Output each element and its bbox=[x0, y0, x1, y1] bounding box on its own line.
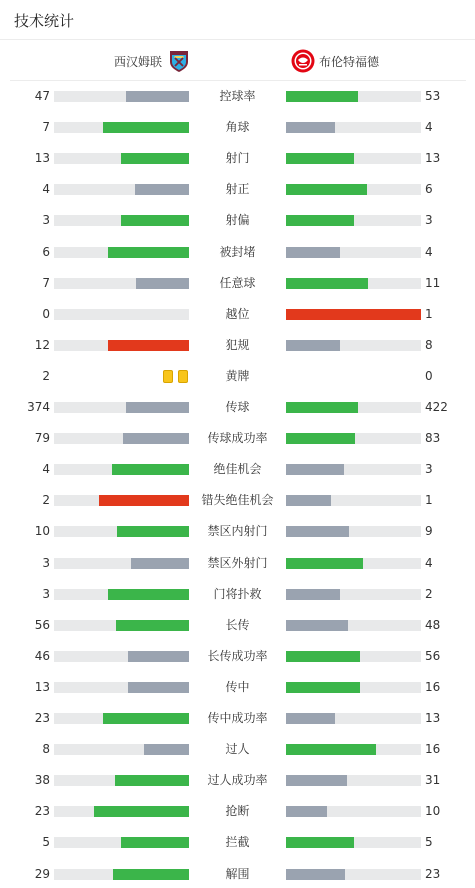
stat-label: 解围 bbox=[225, 866, 250, 881]
stat-row bbox=[0, 454, 475, 485]
home-stat-bar-fill bbox=[112, 464, 189, 475]
home-stat-bar bbox=[54, 869, 189, 880]
stat-label: 传球 bbox=[225, 400, 250, 414]
home-stat-bar bbox=[54, 247, 189, 258]
away-stat-value: 5 bbox=[425, 835, 433, 850]
home-stat-bar-fill bbox=[103, 713, 189, 724]
stat-label: 射偏 bbox=[225, 213, 250, 228]
stat-label: 禁区内射门 bbox=[207, 524, 268, 539]
stat-row bbox=[0, 641, 475, 672]
home-stat-bar bbox=[54, 153, 189, 164]
away-stat-value: 16 bbox=[425, 742, 441, 757]
home-stat-value: 5 bbox=[42, 835, 50, 850]
stat-row bbox=[0, 81, 475, 112]
away-stat-value: 10 bbox=[425, 804, 441, 819]
home-stat-bar-fill bbox=[128, 651, 189, 662]
stat-label: 抢断 bbox=[225, 804, 250, 819]
home-stat-bar bbox=[54, 713, 189, 724]
stat-label: 过人成功率 bbox=[207, 773, 268, 788]
away-team[interactable] bbox=[291, 49, 379, 73]
stat-label: 禁区外射门 bbox=[207, 555, 268, 570]
home-stat-bar bbox=[54, 91, 189, 102]
home-stat-bar-fill bbox=[108, 589, 189, 600]
home-stat-value: 46 bbox=[34, 648, 50, 663]
home-stat-value: 4 bbox=[42, 462, 50, 477]
home-stat-bar bbox=[54, 806, 189, 817]
home-stat-bar-fill bbox=[116, 620, 189, 631]
stat-label: 角球 bbox=[225, 120, 250, 135]
away-stat-bar-fill bbox=[286, 278, 368, 289]
stat-row bbox=[0, 237, 475, 268]
away-stat-bar-fill bbox=[286, 682, 360, 693]
away-stat-bar-fill bbox=[286, 91, 358, 102]
west-ham-crest-icon bbox=[167, 49, 191, 73]
away-stat-bar-fill bbox=[286, 309, 421, 320]
home-stat-value: 7 bbox=[42, 275, 50, 290]
away-stat-bar-fill bbox=[286, 651, 360, 662]
stat-label: 传中成功率 bbox=[207, 711, 268, 725]
home-stat-value: 13 bbox=[34, 151, 50, 166]
stat-label: 传中 bbox=[225, 679, 250, 694]
away-stat-value: 23 bbox=[425, 866, 441, 881]
away-stat-bar bbox=[286, 869, 421, 880]
away-stat-value: 9 bbox=[425, 524, 433, 539]
away-stat-bar bbox=[286, 309, 421, 320]
home-stat-bar-fill bbox=[136, 278, 189, 289]
away-stat-bar bbox=[286, 744, 421, 755]
away-stat-bar-fill bbox=[286, 464, 344, 475]
away-stat-bar-fill bbox=[286, 433, 355, 444]
away-stat-bar bbox=[286, 620, 421, 631]
stat-label: 绝佳机会 bbox=[213, 462, 262, 477]
home-stat-value: 374 bbox=[27, 400, 50, 414]
home-stat-bar bbox=[54, 744, 189, 755]
away-stat-bar-fill bbox=[286, 184, 367, 195]
brentford-crest-icon bbox=[291, 49, 315, 73]
home-stat-bar-fill bbox=[121, 153, 189, 164]
home-stat-value: 56 bbox=[34, 617, 50, 632]
away-stat-bar-fill bbox=[286, 744, 376, 755]
away-stat-bar-fill bbox=[286, 402, 358, 413]
away-stat-bar-fill bbox=[286, 495, 331, 506]
away-stat-bar bbox=[286, 184, 421, 195]
home-stat-value: 3 bbox=[42, 213, 50, 228]
home-stat-bar-fill bbox=[126, 91, 189, 102]
away-stat-value: 11 bbox=[425, 275, 441, 290]
away-stat-bar bbox=[286, 558, 421, 569]
away-stat-bar-fill bbox=[286, 215, 354, 226]
home-stat-value: 2 bbox=[42, 368, 50, 383]
home-stat-bar bbox=[54, 526, 189, 537]
away-stat-value: 1 bbox=[425, 306, 433, 321]
stat-row bbox=[0, 672, 475, 703]
home-stat-bar-fill bbox=[103, 122, 189, 133]
home-team-name: 西汉姆联 bbox=[114, 54, 163, 69]
away-stat-value: 13 bbox=[425, 151, 441, 166]
away-stat-value: 4 bbox=[425, 120, 433, 135]
home-stat-bar bbox=[54, 184, 189, 195]
stat-label: 门将扑救 bbox=[213, 586, 262, 601]
away-stat-bar bbox=[286, 806, 421, 817]
away-stat-bar bbox=[286, 682, 421, 693]
home-stat-value: 6 bbox=[42, 244, 50, 259]
away-stat-value: 6 bbox=[425, 182, 433, 197]
home-team[interactable] bbox=[114, 49, 191, 73]
home-stat-value: 3 bbox=[42, 555, 50, 570]
away-stat-bar bbox=[286, 526, 421, 537]
away-stat-bar bbox=[286, 402, 421, 413]
away-stat-bar bbox=[286, 713, 421, 724]
stat-row bbox=[0, 361, 475, 392]
away-stat-bar-fill bbox=[286, 526, 349, 537]
home-stat-value: 10 bbox=[34, 524, 50, 539]
away-stat-bar-fill bbox=[286, 806, 327, 817]
team-header bbox=[10, 41, 466, 81]
home-stat-value: 23 bbox=[34, 804, 50, 819]
stat-row bbox=[0, 485, 475, 516]
away-stat-bar bbox=[286, 837, 421, 848]
stat-row bbox=[0, 703, 475, 734]
stat-label: 过人 bbox=[225, 742, 250, 757]
page-header bbox=[0, 0, 475, 40]
stat-row bbox=[0, 268, 475, 299]
away-stat-value: 53 bbox=[425, 89, 441, 103]
home-stat-value: 4 bbox=[42, 182, 50, 197]
home-stat-value: 8 bbox=[42, 742, 50, 757]
home-yellow-cards bbox=[163, 370, 189, 383]
home-stat-bar-fill bbox=[99, 495, 189, 506]
away-stat-bar bbox=[286, 495, 421, 506]
home-stat-bar bbox=[54, 682, 189, 693]
away-stat-value: 2 bbox=[425, 586, 433, 601]
away-stat-value: 83 bbox=[425, 431, 441, 446]
home-stat-bar-fill bbox=[108, 340, 189, 351]
stat-label: 被封堵 bbox=[219, 244, 256, 259]
away-stat-bar-fill bbox=[286, 775, 347, 786]
home-stat-value: 29 bbox=[34, 866, 50, 881]
away-stat-bar bbox=[286, 278, 421, 289]
away-stat-bar-fill bbox=[286, 713, 335, 724]
home-stat-bar-fill bbox=[108, 247, 189, 258]
away-stat-bar bbox=[286, 215, 421, 226]
away-stat-bar-fill bbox=[286, 558, 363, 569]
away-stat-bar bbox=[286, 589, 421, 600]
away-stat-bar bbox=[286, 775, 421, 786]
away-stat-value: 0 bbox=[425, 368, 433, 383]
stat-label: 错失绝佳机会 bbox=[201, 493, 274, 508]
away-stat-value: 56 bbox=[425, 648, 441, 663]
home-stat-bar-fill bbox=[94, 806, 189, 817]
home-stat-value: 23 bbox=[34, 711, 50, 725]
home-stat-value: 2 bbox=[42, 493, 50, 508]
home-stat-bar-fill bbox=[144, 744, 189, 755]
home-stat-bar-fill bbox=[131, 558, 189, 569]
away-stat-bar bbox=[286, 340, 421, 351]
stat-label: 控球率 bbox=[219, 89, 256, 103]
stat-label: 射门 bbox=[225, 151, 250, 166]
yellow-card-icon bbox=[163, 370, 173, 383]
stat-row bbox=[0, 827, 475, 858]
home-stat-bar bbox=[54, 278, 189, 289]
away-stat-bar bbox=[286, 433, 421, 444]
home-stat-bar bbox=[54, 589, 189, 600]
stat-row bbox=[0, 205, 475, 236]
home-stat-bar bbox=[54, 651, 189, 662]
away-stat-bar-fill bbox=[286, 340, 340, 351]
away-stat-value: 13 bbox=[425, 711, 441, 725]
home-stat-bar-fill bbox=[113, 869, 189, 880]
stat-row bbox=[0, 330, 475, 361]
home-stat-bar bbox=[54, 433, 189, 444]
away-stat-value: 1 bbox=[425, 493, 433, 508]
stat-label: 长传成功率 bbox=[207, 648, 268, 663]
home-stat-value: 79 bbox=[34, 431, 50, 446]
away-stat-bar bbox=[286, 651, 421, 662]
stat-label: 任意球 bbox=[219, 275, 256, 290]
away-stat-value: 4 bbox=[425, 244, 433, 259]
page-title: 技术统计 bbox=[14, 12, 75, 30]
away-stat-bar bbox=[286, 122, 421, 133]
home-stat-value: 12 bbox=[34, 337, 50, 352]
away-stat-bar bbox=[286, 464, 421, 475]
away-stat-bar-fill bbox=[286, 620, 348, 631]
stat-row bbox=[0, 765, 475, 796]
stat-row bbox=[0, 423, 475, 454]
away-stat-bar-fill bbox=[286, 869, 345, 880]
stat-row bbox=[0, 174, 475, 205]
away-stat-value: 48 bbox=[425, 617, 441, 632]
away-stat-bar-fill bbox=[286, 589, 340, 600]
home-stat-bar bbox=[54, 775, 189, 786]
home-stat-bar-fill bbox=[126, 402, 189, 413]
stat-row bbox=[0, 392, 475, 423]
stat-row bbox=[0, 796, 475, 827]
away-stat-bar-fill bbox=[286, 837, 354, 848]
stat-row bbox=[0, 112, 475, 143]
stat-row bbox=[0, 548, 475, 579]
away-team-name: 布伦特福德 bbox=[319, 54, 380, 69]
away-stat-bar-fill bbox=[286, 247, 340, 258]
home-stat-value: 0 bbox=[42, 306, 50, 321]
stat-label: 黄牌 bbox=[225, 368, 250, 383]
home-stat-bar-fill bbox=[135, 184, 189, 195]
stat-row bbox=[0, 610, 475, 641]
home-stat-bar-fill bbox=[117, 526, 189, 537]
away-stat-value: 31 bbox=[425, 773, 441, 788]
away-stat-bar-fill bbox=[286, 122, 335, 133]
stat-label: 传球成功率 bbox=[207, 431, 268, 446]
home-stat-bar bbox=[54, 495, 189, 506]
stat-label: 越位 bbox=[225, 306, 250, 321]
home-stat-bar bbox=[54, 309, 189, 320]
stat-label: 射正 bbox=[225, 182, 250, 197]
away-stat-bar-fill bbox=[286, 153, 354, 164]
stat-label: 长传 bbox=[225, 617, 250, 632]
home-stat-bar bbox=[54, 122, 189, 133]
away-stat-bar bbox=[286, 91, 421, 102]
stat-label: 犯规 bbox=[225, 337, 250, 352]
yellow-card-icon bbox=[178, 370, 188, 383]
away-stat-bar bbox=[286, 153, 421, 164]
stat-label: 拦截 bbox=[225, 835, 250, 850]
stat-row bbox=[0, 516, 475, 547]
home-stat-value: 38 bbox=[34, 773, 50, 788]
home-stat-value: 7 bbox=[42, 120, 50, 135]
home-stat-bar-fill bbox=[128, 682, 189, 693]
away-stat-value: 3 bbox=[425, 462, 433, 477]
home-stat-bar bbox=[54, 620, 189, 631]
away-stat-value: 422 bbox=[425, 400, 448, 414]
home-stat-bar-fill bbox=[115, 775, 189, 786]
home-stat-bar bbox=[54, 340, 189, 351]
home-stat-bar bbox=[54, 215, 189, 226]
away-stat-value: 8 bbox=[425, 337, 433, 352]
home-stat-bar bbox=[54, 464, 189, 475]
home-stat-bar bbox=[54, 837, 189, 848]
home-stat-value: 3 bbox=[42, 586, 50, 601]
away-stat-bar bbox=[286, 247, 421, 258]
home-stat-bar-fill bbox=[123, 433, 189, 444]
stat-row bbox=[0, 579, 475, 610]
stat-row bbox=[0, 734, 475, 765]
away-stat-value: 16 bbox=[425, 679, 441, 694]
home-stat-bar-fill bbox=[121, 215, 189, 226]
away-stat-value: 3 bbox=[425, 213, 433, 228]
home-stat-value: 13 bbox=[34, 679, 50, 694]
home-stat-bar bbox=[54, 558, 189, 569]
stat-row bbox=[0, 859, 475, 888]
stat-row bbox=[0, 299, 475, 330]
home-stat-bar bbox=[54, 402, 189, 413]
away-stat-value: 4 bbox=[425, 555, 433, 570]
stat-row bbox=[0, 143, 475, 174]
home-stat-value: 47 bbox=[34, 89, 50, 103]
home-stat-bar-fill bbox=[121, 837, 189, 848]
